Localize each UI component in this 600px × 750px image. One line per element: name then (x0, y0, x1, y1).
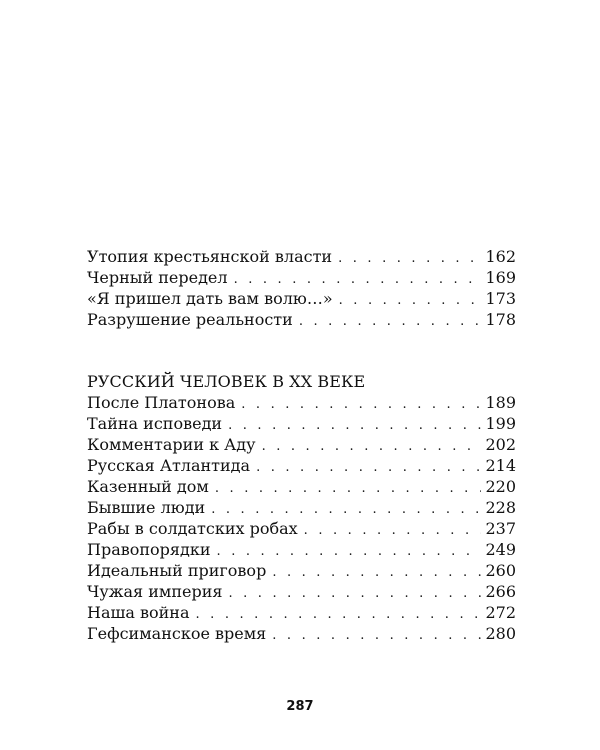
leader-dots (339, 290, 482, 311)
toc-section-2 (87, 371, 516, 644)
toc-entry-title: Утопия крестьянской власти (87, 247, 333, 266)
toc-entry-page: 202 (485, 435, 516, 454)
toc-section-1 (87, 246, 516, 330)
toc-entry-page: 249 (485, 540, 516, 559)
leader-dots (304, 520, 482, 541)
toc-entry-page: 237 (485, 519, 516, 538)
toc-entry-page: 189 (485, 393, 516, 412)
toc-entry-title: После Платонова (87, 393, 236, 412)
toc-entry-page: 162 (485, 247, 516, 266)
toc-entry-title: Черный передел (87, 268, 228, 287)
toc-entry[interactable] (87, 309, 516, 330)
toc-entry[interactable] (87, 434, 516, 455)
toc-entry-page: 173 (485, 289, 516, 308)
toc-entry-title: Казенный дом (87, 477, 209, 496)
section-heading: РУССКИЙ ЧЕЛОВЕК В ХХ ВЕКЕ (87, 372, 366, 391)
toc-entry[interactable] (87, 267, 516, 288)
leader-dots (211, 499, 481, 520)
toc-entry-page: 220 (485, 477, 516, 496)
toc-entry[interactable] (87, 288, 516, 309)
toc-entry-page: 266 (485, 582, 516, 601)
toc-entry-page: 228 (485, 498, 516, 517)
toc-entry-title: Русская Атлантида (87, 456, 251, 475)
toc-entry-page: 199 (485, 414, 516, 433)
toc-entry[interactable] (87, 539, 516, 560)
toc-entry[interactable] (87, 518, 516, 539)
toc-entry-title: Правопорядки (87, 540, 211, 559)
toc-entry[interactable] (87, 392, 516, 413)
toc-entry-title: Идеальный приговор (87, 561, 267, 580)
toc-entry-title: Гефсиманское время (87, 624, 267, 643)
toc-entry-title: Комментарии к Аду (87, 435, 256, 454)
toc-entry-title: Рабы в солдатских робах (87, 519, 298, 538)
toc-entry-page: 272 (485, 603, 516, 622)
leader-dots (338, 248, 481, 269)
leader-dots (241, 394, 481, 415)
toc-entry-title: «Я пришел дать вам волю…» (87, 289, 333, 308)
toc-entry-title: Наша война (87, 603, 190, 622)
toc-entry[interactable] (87, 455, 516, 476)
leader-dots (217, 541, 482, 562)
page-number: 287 (286, 699, 314, 714)
toc-entry[interactable] (87, 560, 516, 581)
toc-entry-title: Разрушение реальности (87, 310, 293, 329)
toc-entry-page: 280 (485, 624, 516, 643)
leader-dots (228, 583, 481, 604)
toc-entry-page: 260 (485, 561, 516, 580)
toc-entry-page: 178 (485, 310, 516, 329)
toc-entry[interactable] (87, 413, 516, 434)
leader-dots (234, 269, 482, 290)
leader-dots (299, 311, 482, 332)
leader-dots (228, 415, 481, 436)
toc-entry[interactable] (87, 497, 516, 518)
leader-dots (262, 436, 482, 457)
leader-dots (272, 562, 481, 583)
toc-entry-page: 169 (485, 268, 516, 287)
leader-dots (272, 625, 481, 646)
toc-entry-page: 214 (485, 456, 516, 475)
toc-entry[interactable] (87, 581, 516, 602)
toc-entry-title: Тайна исповеди (87, 414, 223, 433)
toc-entry-title: Бывшие люди (87, 498, 206, 517)
toc-entry-title: Чужая империя (87, 582, 223, 601)
leader-dots (256, 457, 481, 478)
toc-entry[interactable] (87, 602, 516, 623)
leader-dots (215, 478, 482, 499)
toc-entry[interactable] (87, 246, 516, 267)
toc-entry[interactable] (87, 623, 516, 644)
toc-entry[interactable] (87, 476, 516, 497)
leader-dots (196, 604, 482, 625)
